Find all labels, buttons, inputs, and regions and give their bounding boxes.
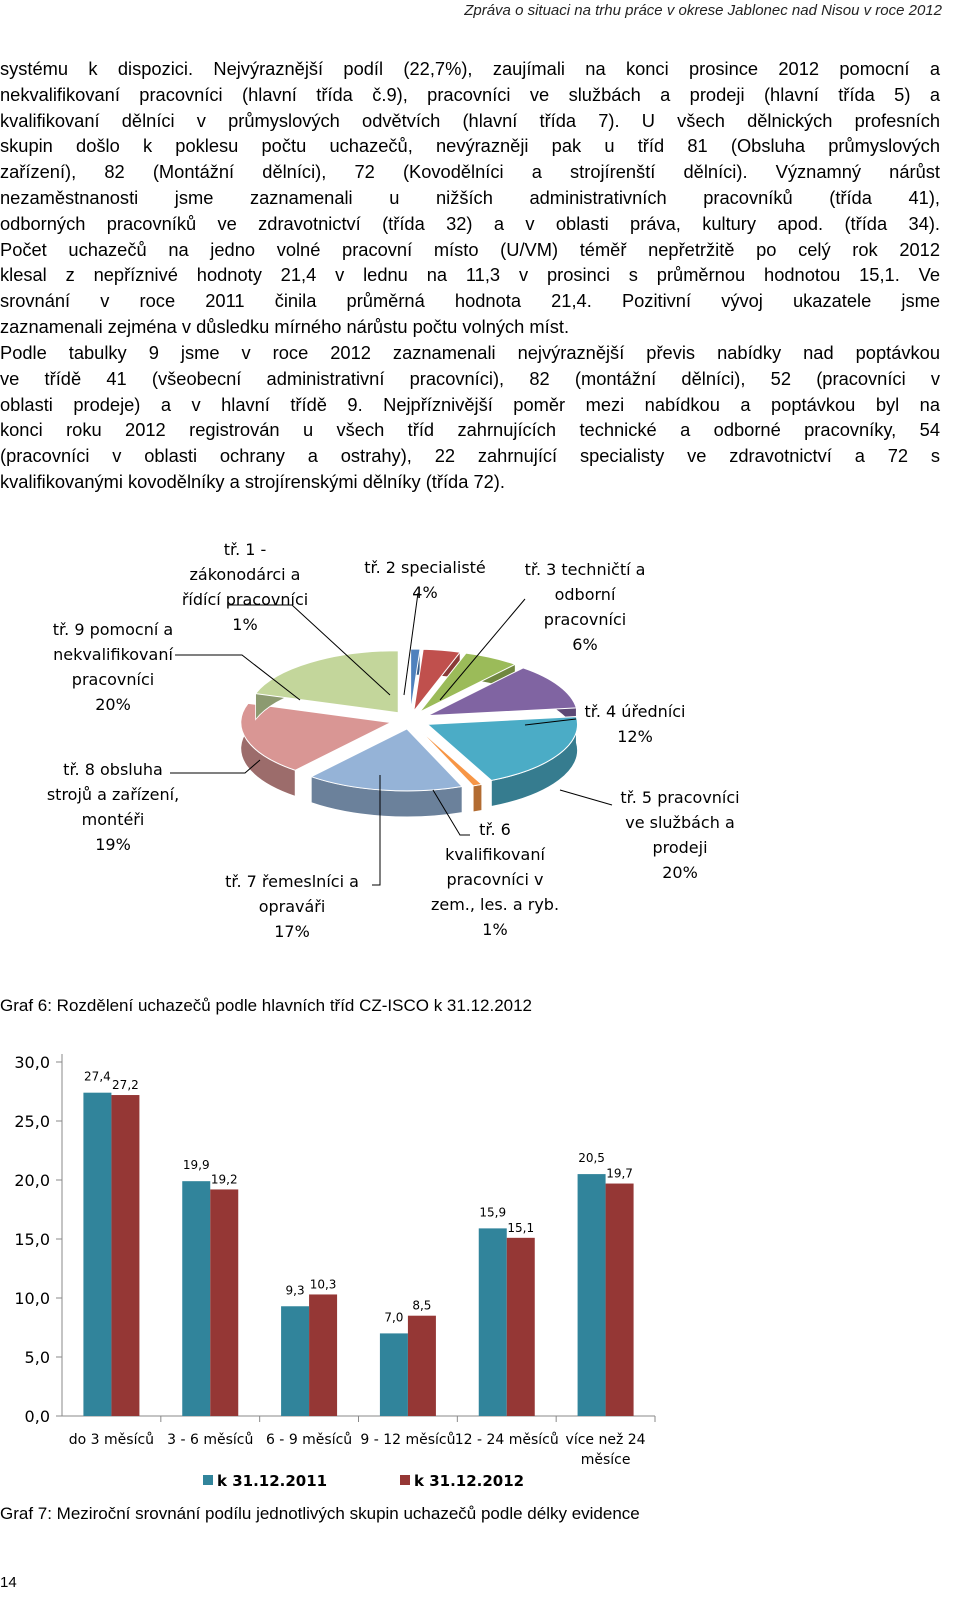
leader-line: [560, 790, 612, 805]
bar: [408, 1316, 436, 1416]
bar-value-label: 19,7: [606, 1166, 633, 1181]
y-tick-label: 15,0: [14, 1230, 50, 1249]
bar-value-label: 20,5: [578, 1151, 605, 1166]
y-tick-label: 10,0: [14, 1289, 50, 1308]
page-header: Zpráva o situaci na trhu práce v okrese Jablonec nad Nisou v roce 2012: [464, 2, 942, 19]
legend-swatch: [203, 1475, 213, 1485]
text-line: nekvalifikovaní pracovníci (hlavní třída č.9), pracovníci ve službách a prodeji (hlavní třída 5) a: [0, 83, 940, 105]
bar-value-label: 19,9: [182, 1158, 210, 1173]
paragraph-1: [0, 56, 940, 340]
bar: [111, 1095, 139, 1416]
pie-label: tř. 7 řemeslníci a opraváři 17%: [225, 872, 359, 941]
text-line: ve třídě 41 (všeobecní administrativní pracovníci), 82 (montážní dělníci), 52 (pracovníci v: [0, 367, 940, 389]
text-line: oblasti prodeje) a v hlavní třídě 9. Nejpříznivější poměr mezi nabídkou a poptávkou byl na: [0, 393, 940, 415]
bar: [479, 1228, 507, 1416]
bar-value-label: 9,3: [285, 1283, 305, 1298]
text-line: srovnání v roce 2011 činila průměrná hodnota 21,4. Pozitivní vývoj ukazatele jsme: [0, 290, 940, 312]
x-tick-label: 12 - 24 měsíců: [454, 1432, 559, 1448]
bar: [281, 1306, 309, 1416]
x-tick-label: 3 - 6 měsíců: [167, 1432, 254, 1448]
y-tick-label: 0,0: [24, 1407, 50, 1426]
bar: [606, 1184, 634, 1416]
x-tick-label: 9 - 12 měsíců: [360, 1432, 456, 1448]
text-line: Podle tabulky 9 jsme v roce 2012 zaznamenali nejvýraznější převis nabídky nad poptávkou: [0, 342, 940, 363]
bar-value-label: 27,4: [84, 1069, 111, 1084]
bar: [507, 1238, 535, 1416]
text-line: systému k dispozici. Nejvýraznější podíl (22,7%), zaujímali na konci prosince 2012 pomocní a: [0, 58, 940, 79]
bar: [182, 1181, 210, 1416]
pie-label: tř. 6 kvalifikovaní pracovníci v zem., les. a ryb. 1%: [430, 820, 560, 939]
text-line: zaznamenali zejména v důsledku mírného nárůstu počtu volných míst.: [0, 315, 570, 337]
legend-label: k 31.12.2011: [217, 1472, 328, 1490]
text-line: (pracovníci v oblasti ochrany a ostrahy), 22 zahrnující specialisty ve zdravotnictví a 72 s: [0, 445, 940, 467]
bar-value-label: 7,0: [384, 1310, 404, 1325]
bar: [578, 1174, 606, 1416]
bar-value-label: 27,2: [112, 1078, 139, 1093]
text-line: zařízení), 82 (Montážní dělníci), 72 (Kovodělníci a strojírenští dělníci). Významný nárůst: [0, 161, 940, 183]
text-line: odborných pracovníků ve zdravotnictví (třída 32) a v oblasti práva, kultury apod. (třída 34).: [0, 212, 940, 234]
text-line: Počet uchazečů na jedno volné pracovní místo (U/VM) téměř nepřetržitě po celý rok 2012: [0, 238, 940, 260]
page-number: 14: [0, 1574, 17, 1591]
pie-label: tř. 4 úředníci 12%: [584, 702, 686, 746]
bar: [309, 1294, 337, 1416]
bar-value-label: 15,1: [507, 1220, 535, 1235]
bar-value-label: 19,2: [210, 1172, 238, 1187]
pie-label: tř. 8 obsluha strojů a zařízení, montéři 19%: [46, 760, 180, 854]
y-tick-label: 25,0: [14, 1112, 50, 1131]
caption-graf-7: Graf 7: Meziroční srovnání podílu jednotlivých skupin uchazečů podle délky evidence: [0, 1504, 640, 1523]
pie-label: tř. 5 pracovníci ve službách a prodeji 20%: [620, 788, 740, 882]
text-line: skupin došlo k poklesu počtu uchazečů, nevýrazněji pak u tříd 81 (Obsluha průmyslových: [0, 135, 940, 157]
legend-label: k 31.12.2012: [414, 1472, 525, 1490]
text-line: kvalifikovanými kovodělníky a strojírenskými dělníky (třída 72).: [0, 470, 505, 492]
legend-swatch: [400, 1475, 410, 1485]
pie-label: tř. 3 techničtí a odborní pracovníci 6%: [524, 560, 646, 654]
bar-value-label: 8,5: [412, 1298, 432, 1313]
x-tick-label: do 3 měsíců: [68, 1432, 155, 1448]
x-tick-label: více než 24 měsíce: [565, 1432, 646, 1468]
y-tick-label: 20,0: [14, 1171, 50, 1190]
y-tick-label: 30,0: [14, 1053, 50, 1072]
bar-value-label: 15,9: [479, 1205, 507, 1220]
y-tick-label: 5,0: [24, 1348, 50, 1367]
bar-chart: [0, 1040, 960, 1500]
text-line: nezaměstnanosti jsme zaznamenali u nižších administrativních pracovníků (třída 41),: [0, 186, 940, 208]
bar-value-label: 10,3: [309, 1277, 337, 1292]
pie-label: tř. 2 specialisté 4%: [364, 558, 486, 602]
x-tick-label: 6 - 9 měsíců: [265, 1432, 353, 1448]
bar: [83, 1093, 111, 1416]
paragraph-2: [0, 340, 940, 495]
bar: [210, 1189, 238, 1416]
caption-graf-6: Graf 6: Rozdělení uchazečů podle hlavních tříd CZ-ISCO k 31.12.2012: [0, 996, 533, 1015]
text-line: klesal z nepříznivé hodnoty 21,4 v lednu na 11,3 v prosinci s průměrnou hodnotou 15,1. Ve: [0, 264, 940, 286]
text-line: konci roku 2012 registrován u všech tříd zahrnujících technické a odborné pracovníky, 54: [0, 419, 940, 441]
pie-chart: [0, 535, 960, 955]
bar: [380, 1333, 408, 1416]
pie-label: tř. 9 pomocní a nekvalifikovaní pracovníci 20%: [52, 620, 174, 714]
text-line: kvalifikovaní dělníci v průmyslových odvětvích (hlavní třída 7). U všech dělnických profesních: [0, 109, 940, 131]
pie-label: tř. 1 -zákonodárci a řídící pracovníci 1%: [181, 540, 309, 634]
